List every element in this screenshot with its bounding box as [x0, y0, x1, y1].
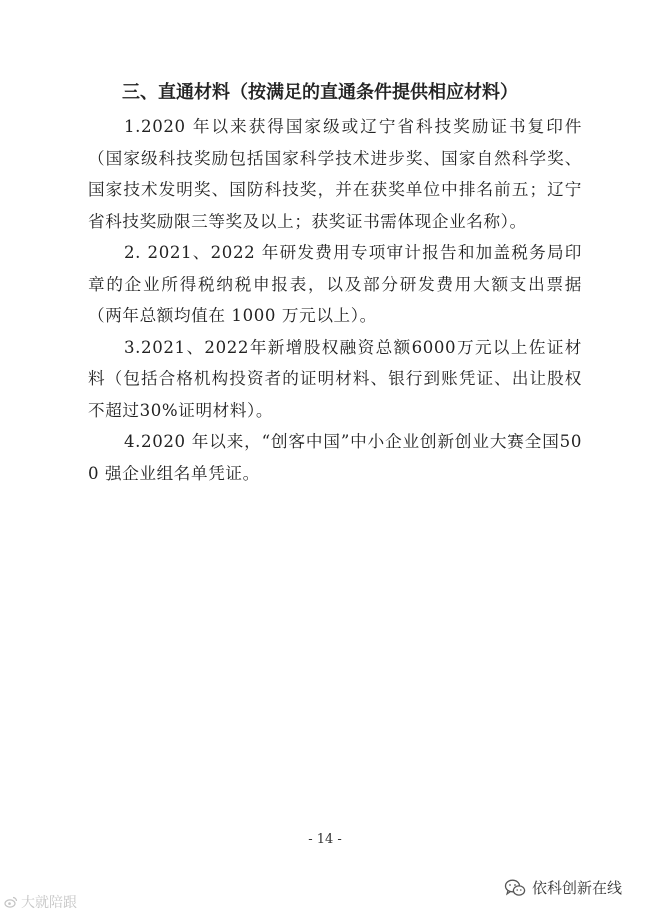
- paragraph-3: 3.2021、2022年新增股权融资总额6000万元以上佐证材料（包括合格机构投资者的证明材料、银行到账凭证、出让股权不超过30%证明材料）。: [88, 337, 582, 420]
- paragraph-4: 4.2020 年以来，“创客中国”中小企业创新创业大赛全国500 强企业组名单凭证。: [88, 432, 582, 483]
- wechat-logo-icon: [504, 878, 526, 898]
- weibo-logo-icon: [4, 895, 18, 909]
- wechat-account-name: 依科创新在线: [532, 879, 623, 897]
- watermark-left: [4, 892, 77, 912]
- paragraph-list: [88, 111, 582, 489]
- paragraph-2: 2. 2021、2022 年研发费用专项审计报告和加盖税务局印章的企业所得税纳税申报表，以及部分研发费用大额支出票据（两年总额均值在 1000 万元以上）。: [88, 243, 582, 325]
- wechat-source: [504, 877, 622, 898]
- watermark-left-text: 大就陪跟: [21, 895, 77, 911]
- page-number: - 14 -: [308, 832, 342, 847]
- section-heading: 三、直通材料（按满足的直通条件提供相应材料）: [122, 82, 518, 103]
- paragraph-1: 1.2020 年以来获得国家级或辽宁省科技奖励证书复印件（国家级科技奖励包括国家科学技术进步奖、国家自然科学奖、国家技术发明奖、国防科技奖，并在获奖单位中排名前五；辽宁省科技奖励限三等奖及以上；获奖证书需体现企业名称）。: [88, 117, 582, 231]
